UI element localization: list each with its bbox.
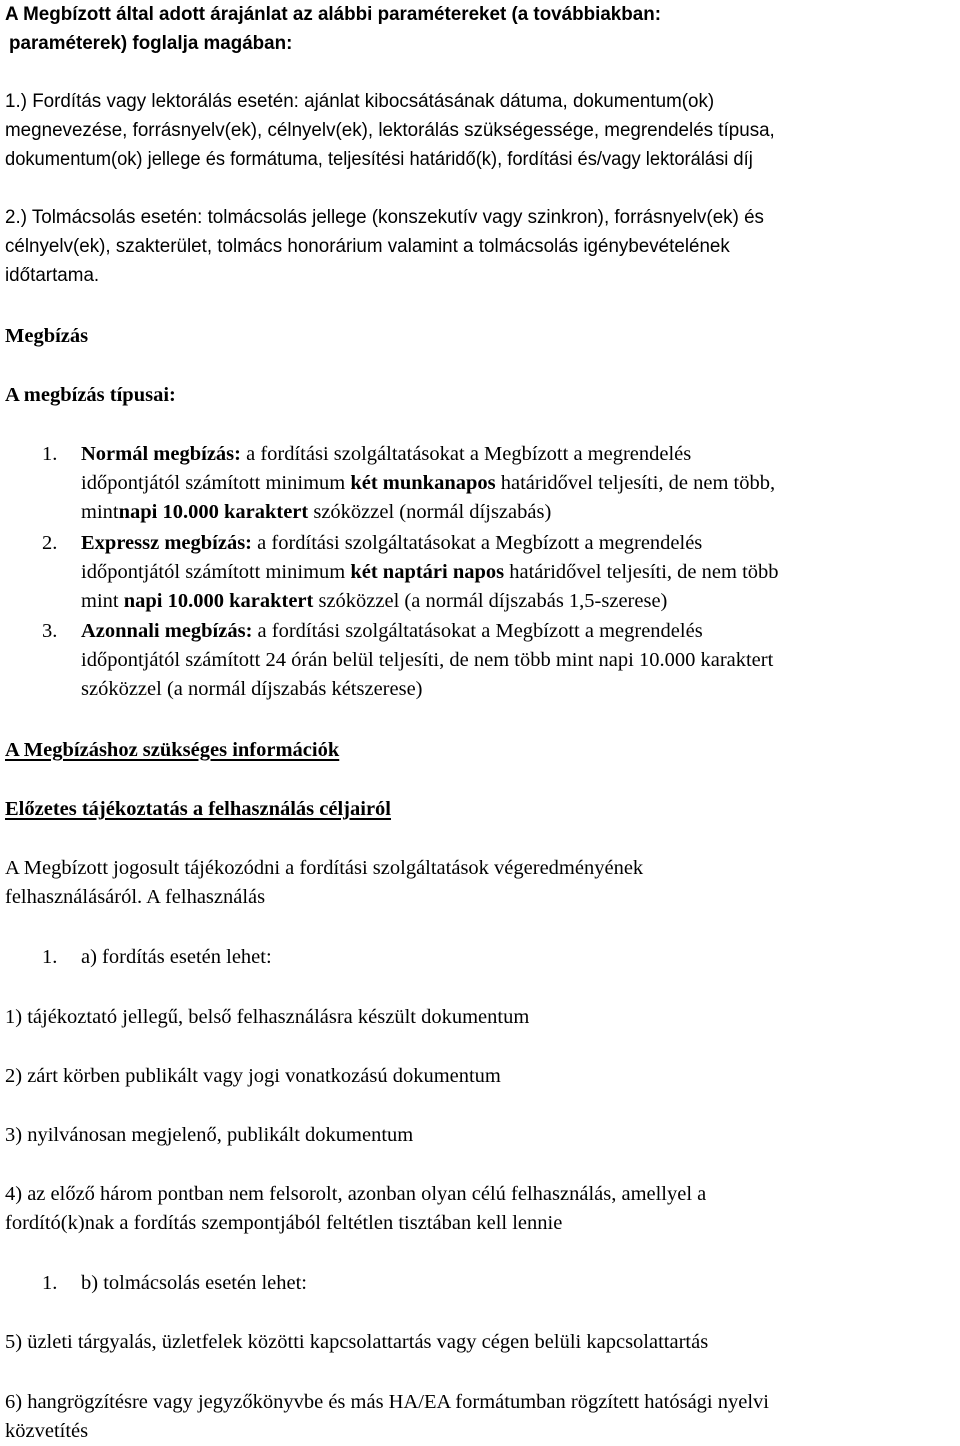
use-1: 1) tájékoztató jellegű, belső felhasználásra készült dokumentum	[5, 1006, 530, 1028]
param2-line-1: 2.) Tolmácsolás esetén: tolmácsolás jellege (konszekutív vagy szinkron), forrásnyelv(ek) és	[5, 206, 764, 228]
use-6-line-2: közvetítés	[5, 1420, 89, 1442]
use-6-line-1: 6) hangrögzítésre vagy jegyzőkönyvbe és más HA/EA formátumban rögzített hatósági nyelvi	[5, 1391, 769, 1413]
type-3-line-3: szóközzel (a normál díjszabás kétszerese)	[81, 678, 423, 700]
type-2-number: 2.	[42, 532, 58, 554]
use-4-line-1: 4) az előző három pontban nem felsorolt, azonban olyan célú felhasználás, amellyel a	[5, 1183, 707, 1205]
param1-line-1: 1.) Fordítás vagy lektorálás esetén: ajánlat kibocsátásának dátuma, dokumentum(ok)	[5, 90, 715, 112]
heading-megbizas: Megbízás	[5, 325, 89, 347]
param1-line-3: dokumentum(ok) jellege és formátuma, teljesítési határidő(k), fordítási és/vagy lektorálási díj	[5, 148, 753, 170]
sub-b-text: b) tolmácsolás esetén lehet:	[81, 1272, 307, 1294]
heading-info: A Megbízáshoz szükséges információk	[5, 739, 340, 761]
type-1-number: 1.	[42, 443, 58, 465]
param2-line-3: időtartama.	[5, 264, 100, 286]
use-3: 3) nyilvánosan megjelenő, publikált dokumentum	[5, 1124, 414, 1146]
type-1-line-1: Normál megbízás: a fordítási szolgáltatásokat a Megbízott a megrendelés	[81, 443, 692, 465]
intro-line-1: A Megbízott által adott árajánlat az alábbi paramétereket (a továbbiakban:	[5, 3, 661, 25]
sub-a-text: a) fordítás esetén lehet:	[81, 946, 272, 968]
type-1-line-2: időpontjától számított minimum két munkanapos határidővel teljesíti, de nem több,	[81, 472, 776, 494]
heading-prior: Előzetes tájékoztatás a felhasználás céljairól	[5, 798, 391, 820]
heading-types: A megbízás típusai:	[5, 384, 176, 406]
prior-text-line-2: felhasználásáról. A felhasználás	[5, 886, 266, 908]
type-3-number: 3.	[42, 620, 58, 642]
param2-line-2: célnyelv(ek), szakterület, tolmács honorárium valamint a tolmácsolás igénybevételének	[5, 235, 730, 257]
type-2-line-3: mint napi 10.000 karaktert szóközzel (a normál díjszabás 1,5-szerese)	[81, 590, 668, 612]
sub-b-number: 1.	[42, 1272, 58, 1294]
type-2-line-2: időpontjától számított minimum két naptári napos határidővel teljesíti, de nem több	[81, 561, 779, 583]
sub-a-number: 1.	[42, 946, 58, 968]
use-2: 2) zárt körben publikált vagy jogi vonatkozású dokumentum	[5, 1065, 501, 1087]
type-3-line-1: Azonnali megbízás: a fordítási szolgáltatásokat a Megbízott a megrendelés	[81, 620, 703, 642]
type-3-line-2: időpontjától számított 24 órán belül teljesíti, de nem több mint napi 10.000 karaktert	[81, 649, 774, 671]
use-4-line-2: fordító(k)nak a fordítás szempontjából feltétlen tisztában kell lennie	[5, 1212, 563, 1234]
prior-text-line-1: A Megbízott jogosult tájékozódni a fordítási szolgáltatások végeredményének	[5, 857, 644, 879]
type-2-line-1: Expressz megbízás: a fordítási szolgáltatásokat a Megbízott a megrendelés	[81, 532, 703, 554]
type-1-line-3: mintnapi 10.000 karaktert szóközzel (normál díjszabás)	[81, 501, 552, 523]
param1-line-2: megnevezése, forrásnyelv(ek), célnyelv(ek), lektorálás szükségessége, megrendelés típusa,	[5, 119, 775, 141]
intro-line-2: paraméterek) foglalja magában:	[9, 32, 293, 54]
use-5: 5) üzleti tárgyalás, üzletfelek közötti kapcsolattartás vagy cégen belüli kapcsolattartás	[5, 1331, 709, 1353]
